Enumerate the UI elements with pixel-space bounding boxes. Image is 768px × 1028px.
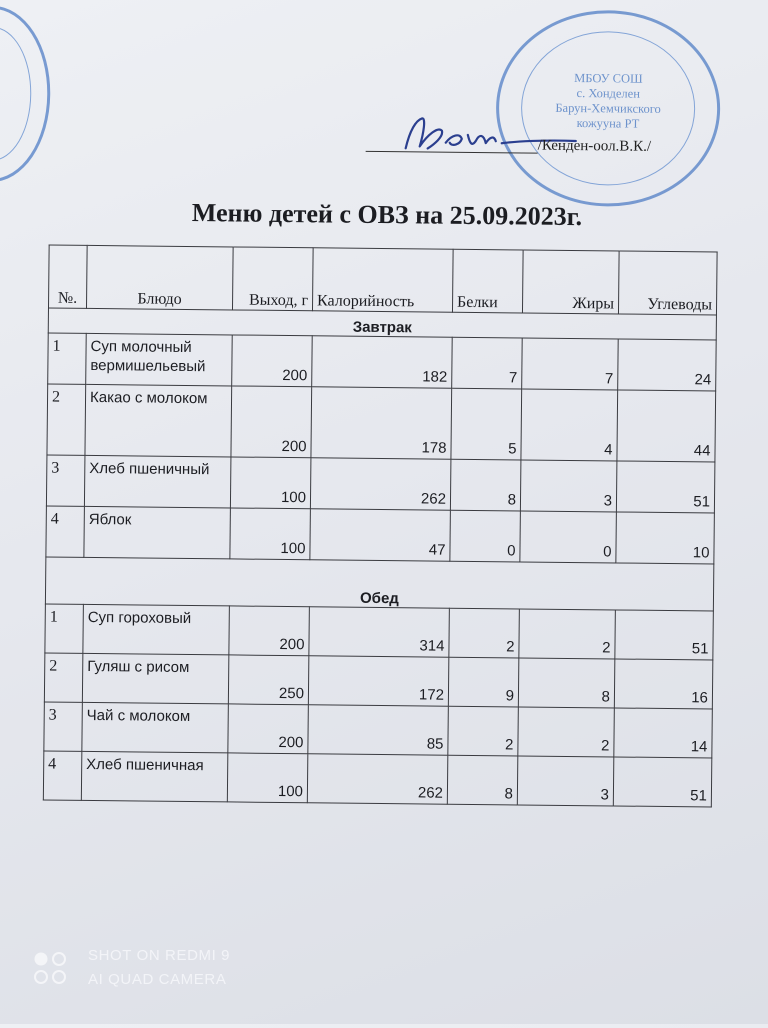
watermark-line: SHOT ON REDMI 9 (88, 947, 231, 964)
section-title: Обед (45, 557, 713, 611)
row-fat: 4 (521, 389, 618, 461)
row-fat: 8 (518, 658, 615, 708)
stamp-line: кожууна РТ (576, 116, 640, 131)
row-dish: Яблок (84, 506, 231, 559)
stamp-left-partial (0, 5, 51, 182)
row-protein: 9 (448, 657, 519, 707)
row-carbs: 51 (616, 461, 715, 513)
row-carbs: 16 (614, 659, 713, 709)
row-calories: 178 (311, 387, 452, 459)
row-carbs: 51 (615, 610, 714, 660)
school-stamp (495, 9, 721, 207)
row-calories: 172 (308, 656, 449, 706)
row-num: 3 (46, 455, 85, 506)
row-carbs: 10 (616, 512, 715, 564)
row-carbs: 51 (613, 757, 712, 807)
row-num: 2 (47, 384, 86, 455)
row-calories: 314 (309, 607, 450, 657)
row-calories: 182 (312, 336, 453, 388)
row-calories: 47 (310, 509, 451, 561)
row-num: 2 (44, 653, 83, 702)
row-output: 200 (231, 386, 312, 458)
header-dish: Блюдо (86, 245, 233, 310)
row-dish: Гуляш с рисом (82, 653, 229, 704)
row-carbs: 24 (618, 339, 717, 391)
row-dish: Какао с молоком (85, 384, 232, 457)
header-output: Выход, г (232, 247, 313, 311)
table-row (47, 384, 716, 462)
menu-table (43, 245, 718, 808)
row-dish: Хлеб пшеничный (84, 455, 231, 508)
header-fat: Жиры (522, 250, 619, 314)
table-row (46, 506, 714, 564)
stamp-line: МБОУ СОШ (574, 71, 643, 86)
row-calories: 262 (307, 754, 448, 804)
row-output: 200 (229, 606, 310, 656)
row-protein: 0 (450, 510, 521, 562)
row-dish: Хлеб пшеничная (81, 751, 228, 802)
row-protein: 2 (449, 608, 520, 658)
section-row-lunch (45, 557, 713, 611)
row-calories: 262 (310, 458, 451, 510)
row-output: 100 (227, 753, 308, 803)
row-num: 4 (43, 751, 82, 800)
table-row (43, 751, 711, 807)
row-protein: 7 (452, 337, 523, 389)
header-calories: Калорийность (312, 248, 453, 312)
row-protein: 8 (447, 755, 518, 805)
row-output: 250 (228, 655, 309, 705)
row-num: 3 (44, 702, 83, 751)
stamp-line: с. Хонделен (576, 86, 641, 101)
row-output: 200 (232, 335, 313, 387)
header-num: №. (48, 245, 87, 308)
row-fat: 2 (519, 609, 616, 659)
row-output: 100 (230, 457, 311, 509)
row-num: 1 (48, 333, 87, 384)
row-carbs: 14 (614, 708, 713, 758)
row-fat: 0 (520, 511, 617, 563)
row-protein: 5 (451, 388, 522, 460)
row-fat: 3 (520, 460, 617, 512)
row-num: 4 (46, 506, 85, 557)
row-output: 100 (230, 508, 311, 560)
camera-watermark (88, 944, 230, 992)
table-row (46, 455, 714, 513)
stamp-line: Барун-Хемчикского (555, 100, 661, 116)
row-dish: Чай с молоком (82, 702, 229, 753)
signer-name: /Кенден-оол.В.К./ (537, 137, 652, 155)
row-fat: 3 (517, 756, 614, 806)
section-title: Завтрак (48, 308, 716, 340)
header-protein: Белки (452, 249, 523, 313)
row-dish: Суп молочный вермишельевый (86, 333, 233, 386)
header-carbs: Углеводы (618, 251, 717, 315)
table-row (44, 653, 712, 709)
table-row (48, 333, 716, 391)
row-protein: 8 (450, 459, 521, 511)
table-row (44, 702, 712, 758)
page-title: Меню детей с ОВЗ на 25.09.2023г. (191, 198, 583, 232)
row-carbs: 44 (617, 390, 716, 462)
row-fat: 2 (518, 707, 615, 757)
row-fat: 7 (522, 338, 619, 390)
table-row (45, 604, 713, 660)
row-protein: 2 (448, 706, 519, 756)
camera-logo-icon (32, 950, 72, 990)
row-output: 200 (228, 704, 309, 754)
table-header-row (48, 245, 717, 315)
row-dish: Суп гороховый (83, 604, 230, 655)
row-calories: 85 (308, 705, 449, 755)
row-num: 1 (45, 604, 84, 653)
watermark-line: AI QUAD CAMERA (88, 971, 227, 988)
